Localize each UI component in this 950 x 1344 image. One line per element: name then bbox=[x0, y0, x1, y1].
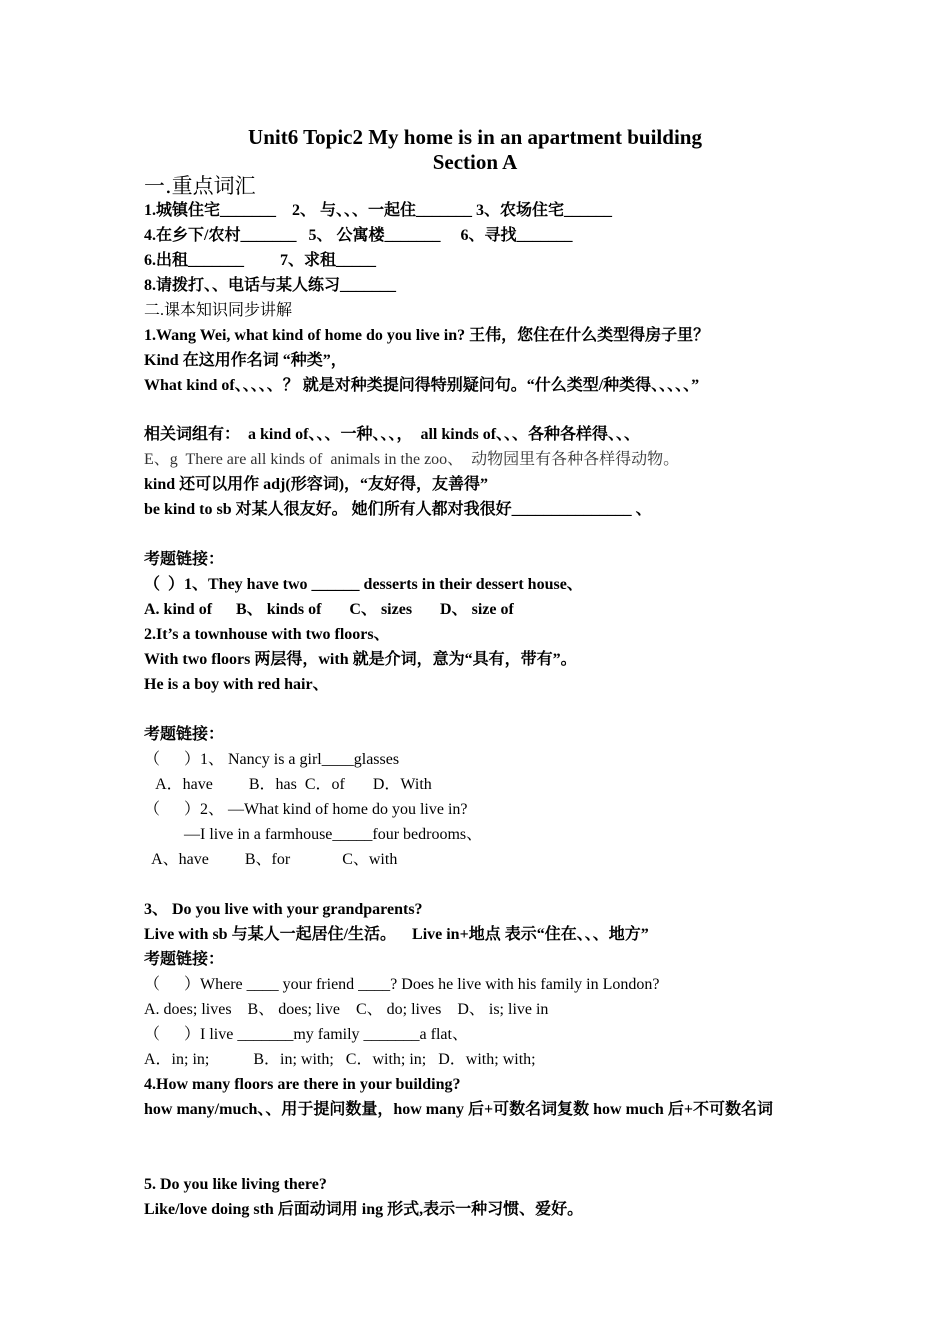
question-line: —I live in a farmhouse_____four bedrooms、 bbox=[144, 826, 483, 843]
text-line: With two floors 两层得，with 就是介词，意为“具有，带有”。 bbox=[144, 651, 577, 668]
text-line: kind 还可以用作 adj(形容词)，“友好得，友善得” bbox=[144, 476, 489, 493]
text-line: 2.It’s a townhouse with two floors、 bbox=[144, 626, 390, 643]
options-line: A．in; in; B．in; with; C．with; in; D．with; with; bbox=[144, 1051, 536, 1068]
exam-link-label: 考题链接： bbox=[144, 726, 225, 743]
text-paragraph: What kind of、、、、、？ 就是对种类提问得特别疑问句。“什么类型/种类得、、、、、” bbox=[144, 377, 700, 394]
options-line: A. kind of B、 kinds of C、 sizes D、 size of bbox=[144, 601, 514, 618]
vocab-line: 4.在乡下/农村_______ 5、 公寓楼_______ 6、寻找_______ bbox=[144, 227, 573, 244]
exam-link-label: 考题链接： bbox=[144, 551, 225, 568]
question-line: （ ）Where ____ your friend ____? Does he live with his family in London? bbox=[144, 976, 660, 993]
question-line: （ ）1、They have two ______ desserts in their dessert house、 bbox=[144, 576, 583, 593]
options-line: A、have B、for C、with bbox=[144, 851, 398, 868]
vocab-line: 8.请拨打、、电话与某人练习_______ bbox=[144, 277, 397, 294]
text-line: 1.Wang Wei, what kind of home do you live in? 王伟，您住在什么类型得房子里？ bbox=[144, 327, 710, 344]
example-line: E、g There are all kinds of animals in the zoo、 动物园里有各种各样得动物。 bbox=[144, 451, 680, 468]
vocab-line: 6.出租_______ 7、求租_____ bbox=[144, 252, 377, 269]
text-line: 5. Do you like living there? bbox=[144, 1176, 327, 1193]
question-line: （ ）I live _______my family _______a flat、 bbox=[144, 1026, 468, 1043]
options-line: A．have B．has C．of D．With bbox=[144, 776, 432, 793]
section-heading-vocab: 一.重点词汇 bbox=[144, 174, 256, 198]
question-line: （ ）1、 Nancy is a girl____glasses bbox=[144, 751, 400, 768]
document-subtitle: Section A bbox=[432, 150, 518, 174]
exam-link-label: 考题链接： bbox=[144, 951, 225, 968]
text-line: He is a boy with red hair、 bbox=[144, 676, 329, 693]
question-line: （ ）2、 —What kind of home do you live in? bbox=[144, 801, 468, 818]
text-line: Kind 在这用作名词 “种类”， bbox=[144, 352, 347, 369]
section-heading-lesson: 二.课本知识同步讲解 bbox=[144, 302, 293, 319]
document-title: Unit6 Topic2 My home is in an apartment building bbox=[248, 125, 702, 149]
text-paragraph: how many/much、、用于提问数量，how many 后+可数名词复数 how much 后+不可数名词 bbox=[144, 1101, 773, 1118]
text-line: 3、 Do you live with your grandparents? bbox=[144, 901, 423, 918]
options-line: A. does; lives B、 does; live C、 do; lives D、 is; live in bbox=[144, 1001, 549, 1018]
text-line: be kind to sb 对某人很友好。 她们所有人都对我很好_______________ 、 bbox=[144, 501, 652, 518]
text-line: 4.How many floors are there in your building? bbox=[144, 1076, 461, 1093]
text-line: Live with sb 与某人一起居住/生活。 Live in+地点 表示“住在、、、地方” bbox=[144, 926, 649, 943]
vocab-line: 1.城镇住宅_______ 2、 与、、、一起住_______ 3、农场住宅______ bbox=[144, 202, 613, 219]
text-line: Like/love doing sth 后面动词用 ing 形式,表示一种习惯、爱好。 bbox=[144, 1201, 584, 1218]
text-line: 相关词组有： a kind of、、、一种、、、， all kinds of、、、各种各样得、、、 bbox=[144, 426, 641, 443]
